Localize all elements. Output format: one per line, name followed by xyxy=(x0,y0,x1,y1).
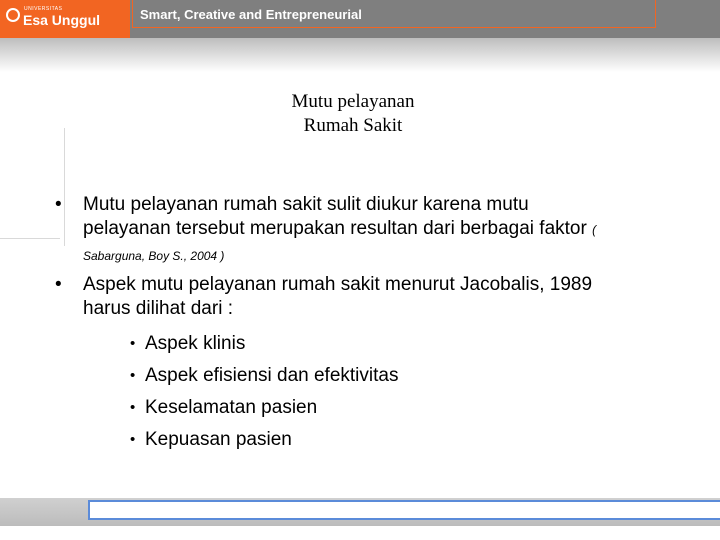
bullet-dot-icon: • xyxy=(55,274,62,295)
logo-emblem-icon xyxy=(6,8,20,22)
divider-line xyxy=(0,238,60,239)
bullet-line xyxy=(83,217,695,242)
tagline: Smart, Creative and Entrepreneurial xyxy=(140,7,362,22)
sub-bullet-text: Keselamatan pasien xyxy=(145,397,318,418)
bullet-text xyxy=(83,273,695,321)
bullet-line: Aspek mutu pelayanan rumah sakit menurut Jacobalis, 1989 xyxy=(83,274,593,295)
bullet-item xyxy=(55,273,695,323)
citation-open: ( xyxy=(592,223,597,237)
bullet-line: Mutu pelayanan rumah sakit sulit diukur karena mutu xyxy=(83,194,529,215)
sub-bullet-text: Kepuasan pasien xyxy=(145,429,292,450)
bullet-dot-icon: • xyxy=(130,335,136,352)
title-line-1: Mutu pelayanan xyxy=(291,91,415,112)
sub-bullet-text: Aspek klinis xyxy=(145,333,246,354)
bullet-dot-icon: • xyxy=(130,431,136,448)
bullet-dot-icon: • xyxy=(130,399,136,416)
title-line-2: Rumah Sakit xyxy=(303,115,403,136)
bullet-line: harus dilihat dari : xyxy=(83,298,233,319)
header-shadow xyxy=(0,38,720,72)
bullet-dot-icon: • xyxy=(55,194,62,215)
logo-name: Esa Unggul xyxy=(23,12,101,28)
university-logo xyxy=(0,0,130,38)
bullet-item xyxy=(55,193,695,243)
footer-frame xyxy=(88,500,720,520)
bullet-dot-icon: • xyxy=(130,367,136,384)
citation: Sabarguna, Boy S., 2004 ) xyxy=(83,249,225,263)
bullet-text xyxy=(83,193,695,242)
bullet-line-text: pelayanan tersebut merupakan resultan dari berbagai faktor xyxy=(83,218,587,239)
logo-subtitle: UNIVERSITAS xyxy=(24,6,63,12)
slide-title xyxy=(200,90,506,138)
sub-bullet-text: Aspek efisiensi dan efektivitas xyxy=(145,365,399,386)
